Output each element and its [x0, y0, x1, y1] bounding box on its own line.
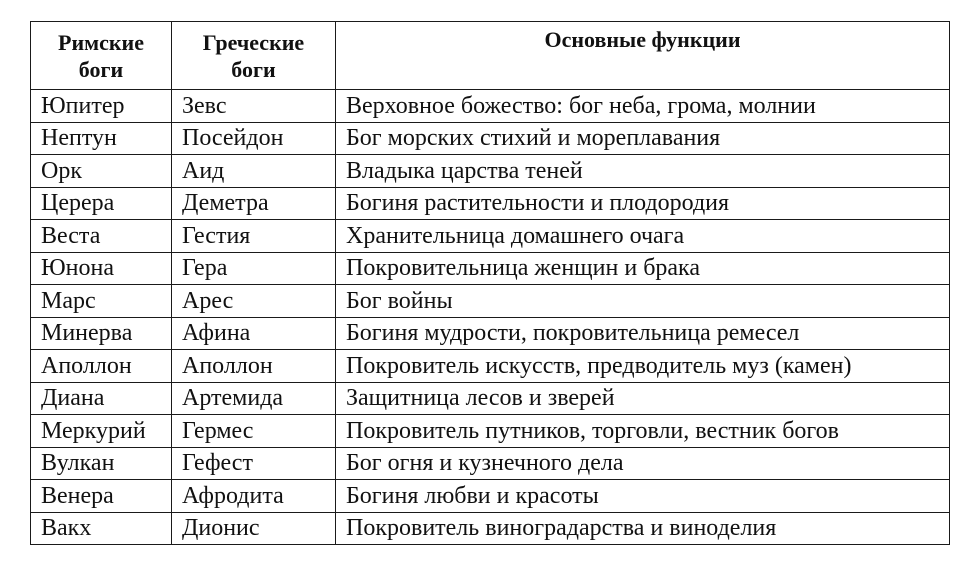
roman-god-cell: Меркурий [31, 415, 172, 448]
greek-god-cell: Аполлон [172, 350, 336, 383]
table-row [31, 122, 950, 155]
header-main-functions: Основные функции [336, 22, 950, 90]
greek-god-cell: Дионис [172, 512, 336, 545]
function-cell: Защитница лесов и зверей [336, 382, 950, 415]
greek-god-cell: Гермес [172, 415, 336, 448]
function-cell: Богиня растительности и плодородия [336, 187, 950, 220]
greek-god-cell: Зевс [172, 90, 336, 123]
greek-god-cell: Артемида [172, 382, 336, 415]
function-cell: Покровитель путников, торговли, вестник богов [336, 415, 950, 448]
table-row [31, 512, 950, 545]
roman-god-cell: Диана [31, 382, 172, 415]
greek-god-cell: Посейдон [172, 122, 336, 155]
function-cell: Верховное божество: бог неба, грома, молнии [336, 90, 950, 123]
header-roman-line-1: Римские [58, 29, 144, 55]
table-row [31, 480, 950, 513]
header-greek-gods [172, 22, 336, 90]
gods-table [30, 21, 950, 545]
greek-god-cell: Афродита [172, 480, 336, 513]
table-row [31, 382, 950, 415]
header-greek-line-1: Греческие [202, 29, 305, 55]
roman-god-cell: Марс [31, 285, 172, 318]
greek-god-cell: Деметра [172, 187, 336, 220]
roman-god-cell: Аполлон [31, 350, 172, 383]
header-greek-line-2: боги [231, 56, 276, 82]
greek-god-cell: Гефест [172, 447, 336, 480]
roman-god-cell: Венера [31, 480, 172, 513]
function-cell: Покровительница женщин и брака [336, 252, 950, 285]
table-row [31, 187, 950, 220]
function-cell: Владыка царства теней [336, 155, 950, 188]
roman-god-cell: Вулкан [31, 447, 172, 480]
greek-god-cell: Аид [172, 155, 336, 188]
function-cell: Богиня мудрости, покровительница ремесел [336, 317, 950, 350]
function-cell: Покровитель искусств, предводитель муз (камен) [336, 350, 950, 383]
function-cell: Бог морских стихий и мореплавания [336, 122, 950, 155]
greek-god-cell: Арес [172, 285, 336, 318]
roman-god-cell: Нептун [31, 122, 172, 155]
function-cell: Богиня любви и красоты [336, 480, 950, 513]
table-row [31, 415, 950, 448]
table-row [31, 90, 950, 123]
roman-god-cell: Церера [31, 187, 172, 220]
table-row [31, 317, 950, 350]
table-row [31, 252, 950, 285]
function-cell: Покровитель виноградарства и виноделия [336, 512, 950, 545]
greek-god-cell: Афина [172, 317, 336, 350]
greek-god-cell: Гера [172, 252, 336, 285]
header-roman-line-2: боги [78, 56, 124, 82]
roman-god-cell: Минерва [31, 317, 172, 350]
table-row [31, 220, 950, 253]
table-row [31, 350, 950, 383]
roman-god-cell: Вакх [31, 512, 172, 545]
roman-god-cell: Юпитер [31, 90, 172, 123]
table-row [31, 155, 950, 188]
function-cell: Бог войны [336, 285, 950, 318]
greek-god-cell: Гестия [172, 220, 336, 253]
header-row [31, 22, 950, 90]
table-row [31, 285, 950, 318]
table-row [31, 447, 950, 480]
function-cell: Бог огня и кузнечного дела [336, 447, 950, 480]
table-body [31, 90, 950, 545]
roman-god-cell: Веста [31, 220, 172, 253]
roman-god-cell: Юнона [31, 252, 172, 285]
roman-god-cell: Орк [31, 155, 172, 188]
function-cell: Хранительница домашнего очага [336, 220, 950, 253]
header-roman-gods [31, 22, 172, 90]
